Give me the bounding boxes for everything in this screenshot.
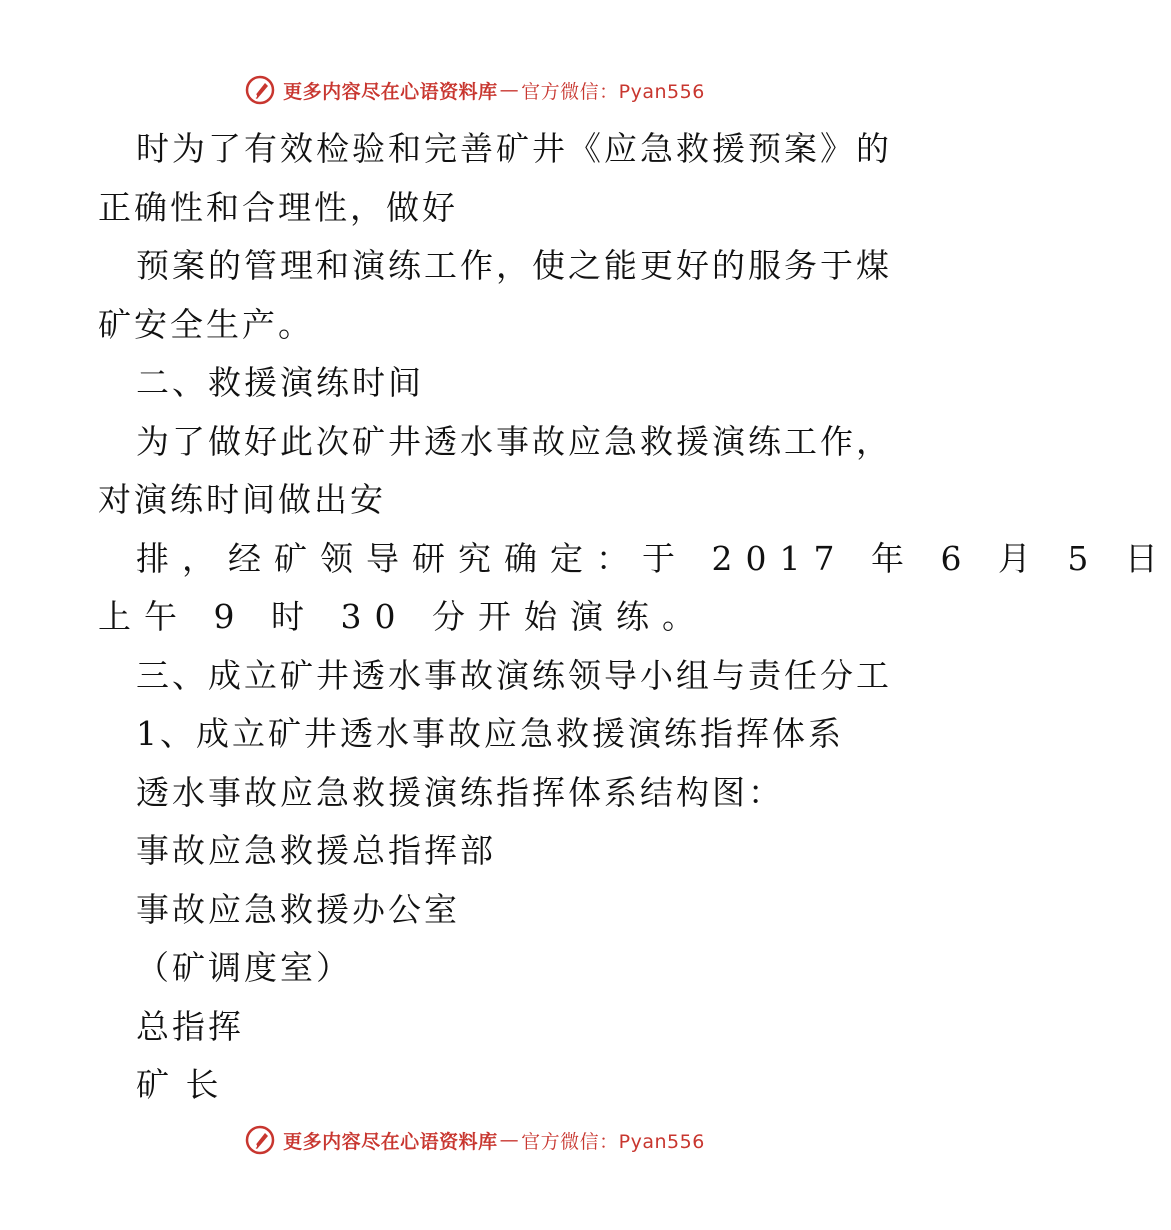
- paragraph-line: 总指挥: [136, 1006, 244, 1046]
- paragraph-line: 预案的管理和演练工作，使之能更好的服务于煤: [136, 246, 892, 285]
- paragraph-line: 矿安全生产。: [98, 304, 314, 344]
- subsection-heading: 1、成立矿井透水事故应急救援演练指挥体系: [136, 714, 844, 753]
- section-heading: 二、救援演练时间: [136, 363, 424, 402]
- paragraph-line: 时为了有效检验和完善矿井《应急救援预案》的: [136, 129, 892, 168]
- banner-dash: —: [499, 1129, 520, 1151]
- paragraph-line: 矿 长: [136, 1065, 222, 1104]
- pen-circle-logo-icon: [245, 1125, 275, 1155]
- paragraph-line: 对演练时间做出安: [98, 480, 386, 519]
- paragraph-line: 透水事故应急救援演练指挥体系结构图：: [136, 772, 784, 812]
- paragraph-line: 事故应急救援办公室: [136, 889, 460, 929]
- banner-site-text: 更多内容尽在心语资料库: [283, 1130, 498, 1153]
- paragraph-line: 为了做好此次矿井透水事故应急救援演练工作，: [136, 421, 892, 461]
- banner-dash: —: [499, 79, 520, 101]
- banner-wechat-text: 官方微信：Pyan556: [521, 80, 705, 103]
- document-body: [98, 120, 1171, 1115]
- paragraph-line: （矿调度室）: [136, 948, 352, 987]
- paragraph-line: 正确性和合理性，做好: [98, 187, 458, 227]
- banner-site-text: 更多内容尽在心语资料库: [283, 80, 498, 103]
- footer-watermark-banner: [0, 1122, 950, 1158]
- banner-wechat-text: 官方微信：Pyan556: [521, 1130, 705, 1153]
- paragraph-line: 排，经矿领导研究确定：于 2017 年 6 月 5 日: [136, 538, 1171, 578]
- header-watermark-banner: [0, 72, 950, 108]
- paragraph-line: 上午 9 时 30 分开始演练。: [98, 597, 708, 636]
- pen-circle-logo-icon: [245, 75, 275, 105]
- paragraph-line: 事故应急救援总指挥部: [136, 831, 496, 870]
- section-heading: 三、成立矿井透水事故演练领导小组与责任分工: [136, 655, 892, 695]
